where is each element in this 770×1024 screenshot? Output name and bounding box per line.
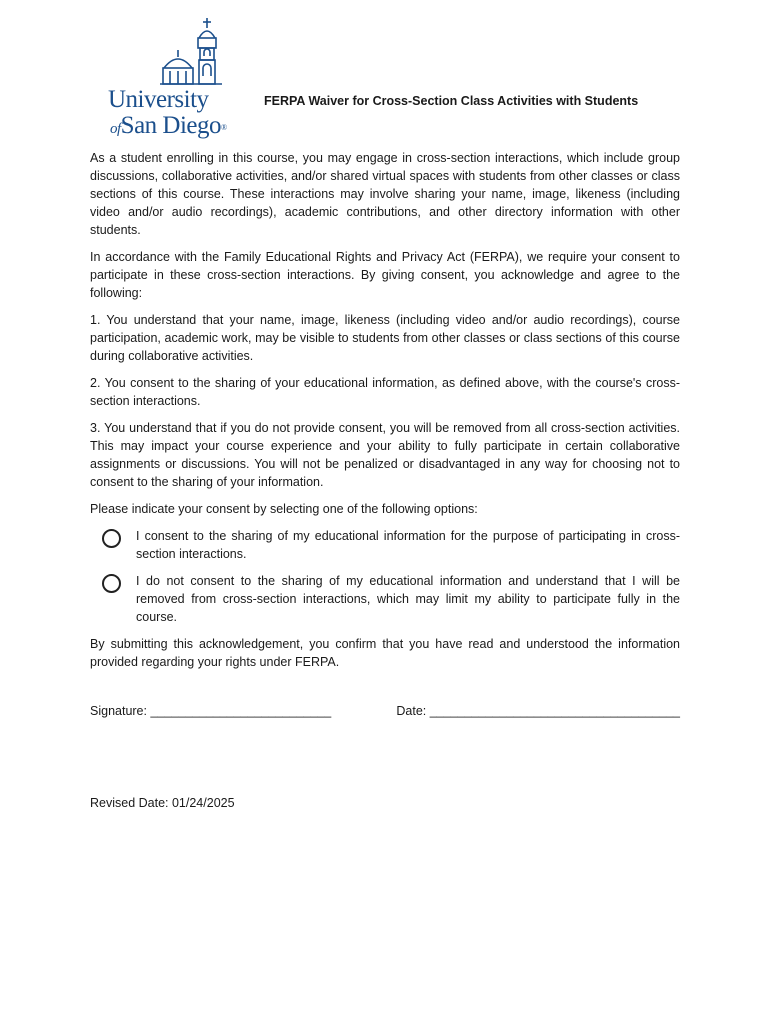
date-field[interactable]: Date: ____________________________________ — [396, 704, 680, 718]
signature-field[interactable]: Signature: __________________________ — [90, 704, 332, 718]
document-title: FERPA Waiver for Cross-Section Class Activities with Students — [264, 94, 639, 108]
consent-radio[interactable] — [102, 529, 121, 548]
logo-of-text: of — [110, 121, 121, 137]
logo-san-diego-label: San Diego — [120, 112, 222, 139]
signature-row — [90, 702, 680, 720]
logo-university-text: University — [108, 86, 209, 113]
ferpa-paragraph: In accordance with the Family Educational Rights and Privacy Act (FERPA), we require your consent to participate in these cross-section interactions. By giving consent, you acknowledge and agree to the following: — [90, 250, 680, 300]
logo-san-diego-text — [110, 112, 227, 140]
intro-paragraph: As a student enrolling in this course, you may engage in cross-section interactions, which include group discussions, collaborative activities, and/or shared virtual spaces with students from other classes or class sections of this course. These interactions may involve sharing your name, image, likeness (including video and/or audio recordings), academic contributions, and other directory information with other students. — [90, 151, 680, 237]
no-consent-option[interactable] — [90, 572, 680, 626]
consent-option-label: I consent to the sharing of my educational information for the purpose of participating in cross-section interactions. — [136, 529, 680, 561]
agreement-item-1: 1. You understand that your name, image, likeness (including video and/or audio recordings), course participation, academic work, may be visible to students from other classes or class sections of this course during collaborative activities. — [90, 313, 680, 363]
no-consent-option-label: I do not consent to the sharing of my educational information and understand that I will be removed from cross-section interactions, which may limit my ability to participate fully in the course. — [136, 574, 680, 624]
consent-instruction: Please indicate your consent by selecting one of the following options: — [90, 502, 478, 516]
agreement-item-2: 2. You consent to the sharing of your educational information, as defined above, with the course's cross-section interactions. — [90, 376, 680, 408]
consent-option[interactable] — [90, 527, 680, 563]
document-body — [90, 149, 680, 720]
registered-mark: ® — [221, 122, 227, 132]
agreement-item-3: 3. You understand that if you do not provide consent, you will be removed from all cross-section activities. This may impact your course experience and your ability to fully participate in certain collaborative assignments or discussions. You will not be penalized or disadvantaged in any way for choosing not to consent to the sharing of your information. — [90, 421, 680, 489]
closing-paragraph: By submitting this acknowledgement, you confirm that you have read and understood the information provided regarding your rights under FERPA. — [90, 637, 680, 669]
mission-dome-icon — [100, 16, 240, 96]
revised-date: Revised Date: 01/24/2025 — [90, 796, 235, 810]
no-consent-radio[interactable] — [102, 574, 121, 593]
university-logo — [100, 16, 240, 139]
